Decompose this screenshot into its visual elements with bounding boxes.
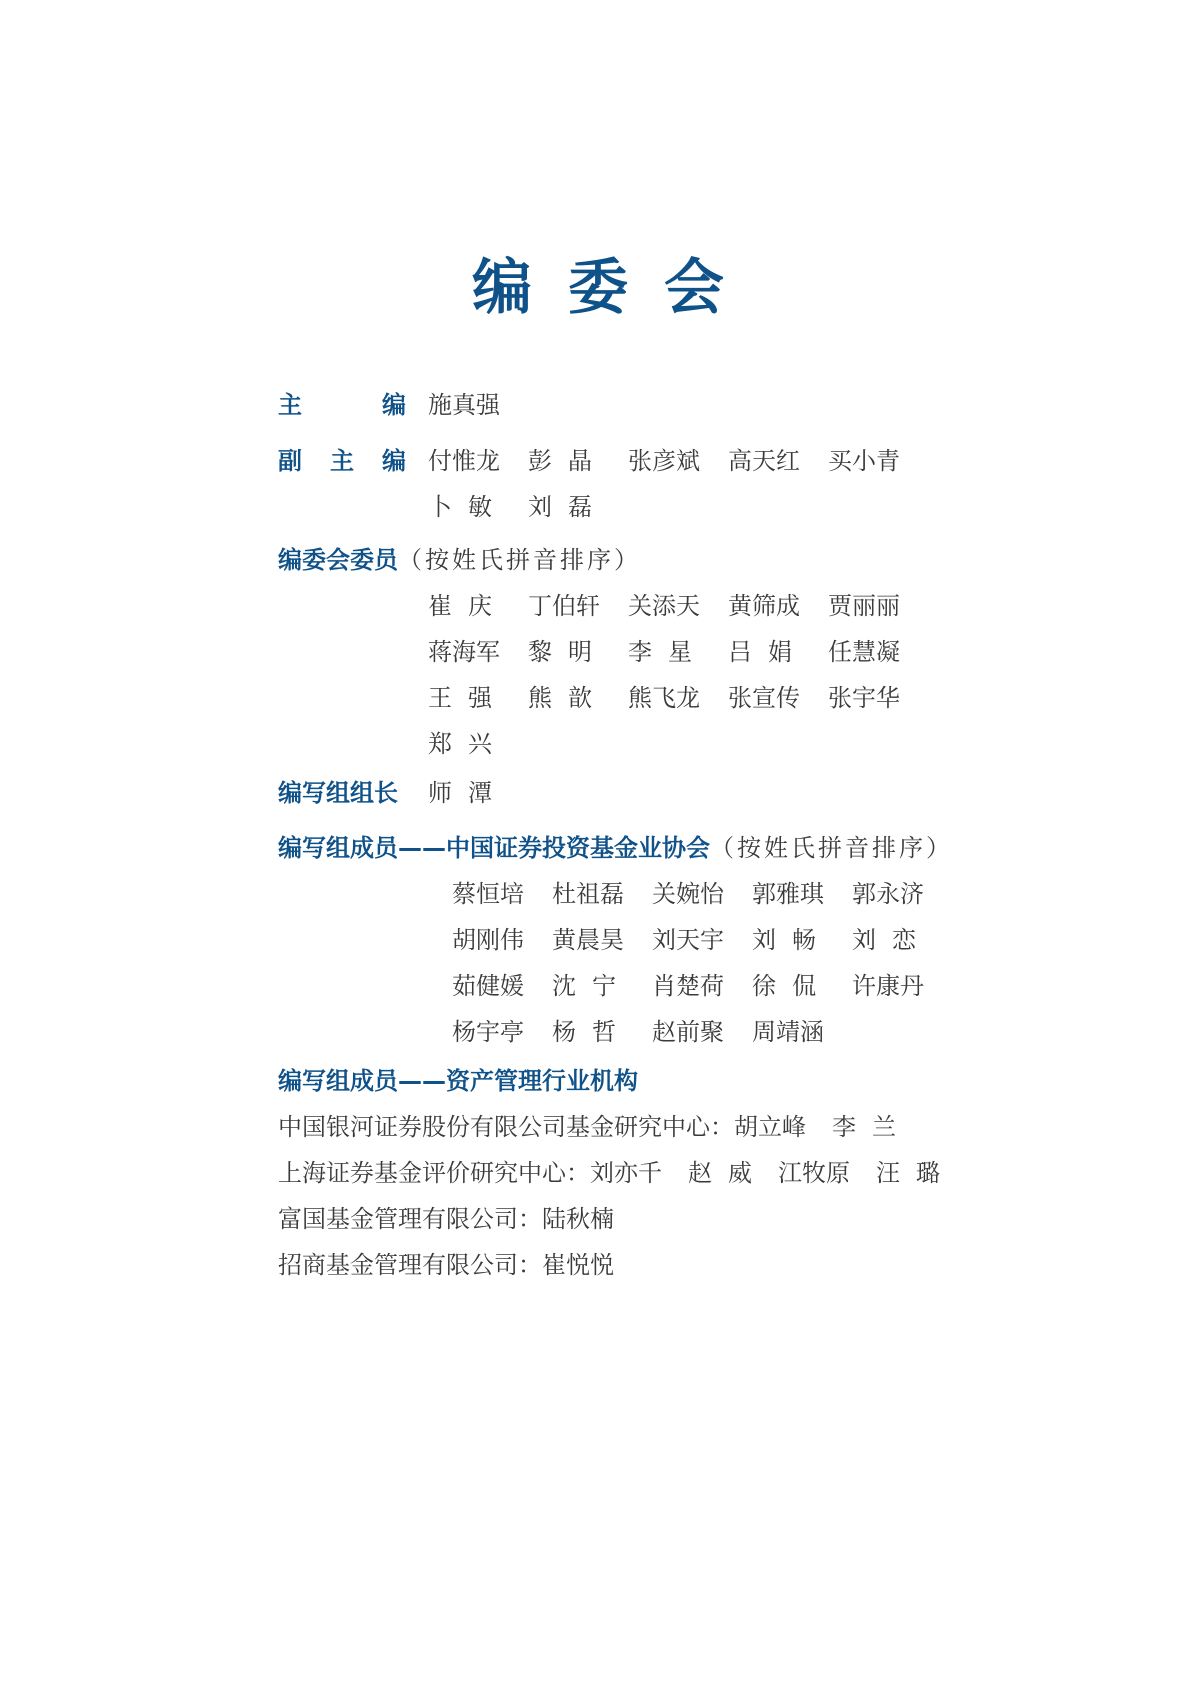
person-name: 关婉怡 [652, 880, 724, 908]
person-name: 杜祖磊 [552, 880, 624, 908]
person-name: 黄晨昊 [552, 926, 624, 954]
name-row [452, 879, 972, 909]
person-name: 茹健媛 [452, 972, 524, 1000]
deputy-editors-label: 副 主 编 [278, 447, 406, 475]
person-name: 蔡恒培 [452, 880, 524, 908]
person-name: 沈 宁 [552, 972, 616, 1000]
person-name: 付惟龙 [428, 447, 500, 475]
person-name: 张宣传 [728, 684, 800, 712]
name-row [428, 591, 948, 621]
institution-name: 招商基金管理有限公司： [278, 1251, 542, 1279]
person-name: 张宇华 [828, 684, 900, 712]
person-name: 郭雅琪 [752, 880, 824, 908]
person-name: 关添天 [628, 592, 700, 620]
person-name: 买小青 [828, 447, 900, 475]
person-name: 郑 兴 [428, 730, 492, 758]
person-name: 熊 歆 [528, 684, 592, 712]
person-name: 贾丽丽 [828, 592, 900, 620]
group-institutions-label: 编写组成员——资产管理行业机构 [278, 1067, 638, 1095]
institution-name: 富国基金管理有限公司： [278, 1205, 542, 1233]
institution-line [278, 1250, 614, 1280]
person-name: 师 潭 [428, 779, 492, 807]
person-name: 杨 哲 [552, 1018, 616, 1046]
group-leader-label: 编写组组长 [278, 779, 398, 807]
person-name: 刘亦千 [590, 1159, 662, 1187]
person-name: 刘 恋 [852, 926, 916, 954]
person-name: 李 星 [628, 638, 692, 666]
name-row [428, 492, 948, 522]
name-row [428, 637, 948, 667]
person-name: 丁伯轩 [528, 592, 600, 620]
person-name: 任慧凝 [828, 638, 900, 666]
name-row [428, 446, 948, 476]
name-row [452, 1017, 972, 1047]
chief-editor-names: 施真强 [428, 391, 500, 419]
name-row [428, 683, 948, 713]
name-row [452, 971, 972, 1001]
person-name: 杨宇亭 [452, 1018, 524, 1046]
person-name: 赵前聚 [652, 1018, 724, 1046]
person-name: 黎 明 [528, 638, 592, 666]
person-name: 赵 威 [688, 1159, 752, 1187]
person-name: 王 强 [428, 684, 492, 712]
chief-editor-label: 主 编 [278, 391, 406, 419]
person-name: 熊飞龙 [628, 684, 700, 712]
name-row [428, 729, 948, 759]
person-name: 郭永济 [852, 880, 924, 908]
institution-name: 中国银河证券股份有限公司基金研究中心： [278, 1113, 734, 1141]
person-name: 汪 璐 [876, 1159, 940, 1187]
person-name: 刘 畅 [752, 926, 816, 954]
institution-line [278, 1112, 896, 1142]
person-name: 高天红 [728, 447, 800, 475]
page-title: 编委会 [472, 253, 760, 323]
institution-name: 上海证券基金评价研究中心： [278, 1159, 590, 1187]
person-name: 崔悦悦 [542, 1251, 614, 1279]
name-row [428, 778, 948, 808]
name-row [452, 925, 972, 955]
institution-line [278, 1204, 614, 1234]
person-name: 肖楚荷 [652, 972, 724, 1000]
person-name: 胡立峰 [734, 1113, 806, 1141]
group-association-label: 编写组成员——中国证券投资基金业协会（按姓氏拼音排序） [278, 834, 953, 862]
person-name: 胡刚伟 [452, 926, 524, 954]
person-name: 卜 敏 [428, 493, 492, 521]
person-name: 刘 磊 [528, 493, 592, 521]
person-name: 徐 侃 [752, 972, 816, 1000]
person-name: 陆秋楠 [542, 1205, 614, 1233]
institution-line [278, 1158, 940, 1188]
person-name: 彭 晶 [528, 447, 592, 475]
person-name: 江牧原 [778, 1159, 850, 1187]
person-name: 黄筛成 [728, 592, 800, 620]
person-name: 周靖涵 [752, 1018, 824, 1046]
committee-label: 编委会委员（按姓氏拼音排序） [278, 546, 641, 574]
person-name: 李 兰 [832, 1113, 896, 1141]
person-name: 刘天宇 [652, 926, 724, 954]
person-name: 吕 娟 [728, 638, 792, 666]
person-name: 许康丹 [852, 972, 924, 1000]
person-name: 蒋海军 [428, 638, 500, 666]
person-name: 张彦斌 [628, 447, 700, 475]
person-name: 崔 庆 [428, 592, 492, 620]
